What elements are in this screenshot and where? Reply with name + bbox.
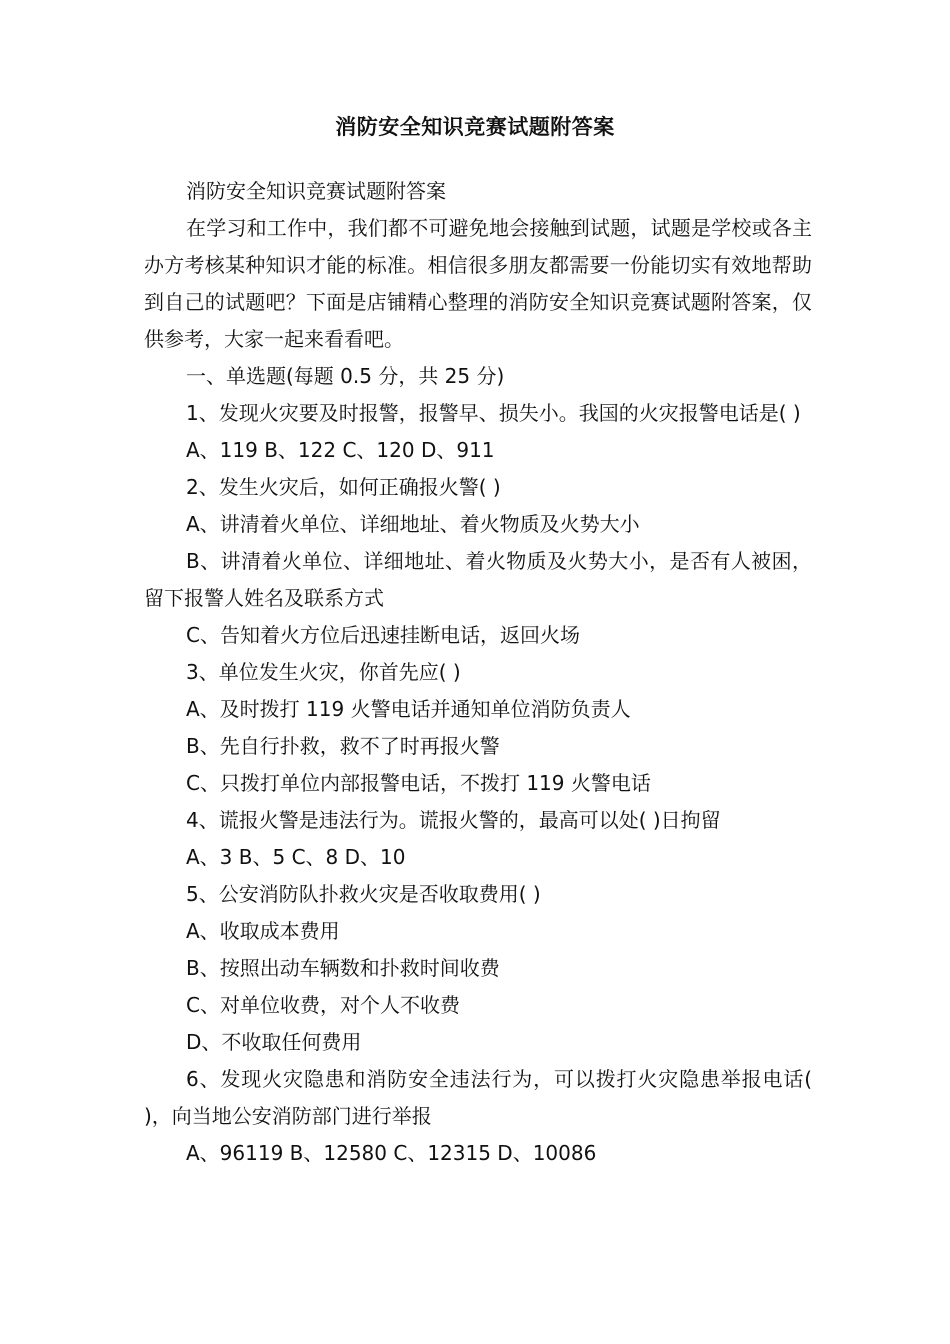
question-6-options: A、96119 B、12580 C、12315 D、10086	[186, 1141, 597, 1165]
question-2: 2、发生火灾后，如何正确报火警( )	[186, 475, 501, 499]
question-1: 1、发现火灾要及时报警，报警早、损失小。我国的火灾报警电话是( )	[186, 401, 801, 425]
question-3-option-b: B、先自行扑救，救不了时再报火警	[186, 734, 500, 758]
question-3-option-c: C、只拨打单位内部报警电话，不拨打 119 火警电话	[186, 771, 651, 795]
document-title: 消防安全知识竞赛试题附答案	[335, 115, 615, 139]
question-5-option-d: D、不收取任何费用	[186, 1030, 362, 1054]
paragraph-intro: 在学习和工作中，我们都不可避免地会接触到试题，试题是学校或各主办方考核某种知识才能的标准。相信很多朋友都需要一份能切实有效地帮助到自己的试题吧？下面是店铺精心整理的消防安全知识竞赛试题附答案，仅供参考，大家一起来看看吧。	[144, 216, 812, 351]
question-5-option-c: C、对单位收费，对个人不收费	[186, 993, 460, 1017]
question-2-option-b: B、讲清着火单位、详细地址、着火物质及火势大小，是否有人被困，留下报警人姓名及联系方式	[144, 549, 812, 610]
question-6: 6、发现火灾隐患和消防安全违法行为，可以拨打火灾隐患举报电话( )，向当地公安消防部门进行举报	[144, 1067, 812, 1128]
question-4-options: A、3 B、5 C、8 D、10	[186, 845, 406, 869]
question-1-options: A、119 B、122 C、120 D、911	[186, 438, 495, 462]
question-5: 5、公安消防队扑救火灾是否收取费用( )	[186, 882, 541, 906]
question-5-option-a: A、收取成本费用	[186, 919, 340, 943]
paragraph-subtitle: 消防安全知识竞赛试题附答案	[186, 179, 446, 203]
document-body	[144, 173, 812, 1172]
question-3: 3、单位发生火灾，你首先应( )	[186, 660, 461, 684]
question-5-option-b: B、按照出动车辆数和扑救时间收费	[186, 956, 500, 980]
question-3-option-a: A、及时拨打 119 火警电话并通知单位消防负责人	[186, 697, 631, 721]
section-heading: 一、单选题(每题 0.5 分，共 25 分)	[186, 364, 505, 388]
question-2-option-c: C、告知着火方位后迅速挂断电话，返回火场	[186, 623, 580, 647]
question-2-option-a: A、讲清着火单位、详细地址、着火物质及火势大小	[186, 512, 640, 536]
question-4: 4、谎报火警是违法行为。谎报火警的，最高可以处( )日拘留	[186, 808, 721, 832]
